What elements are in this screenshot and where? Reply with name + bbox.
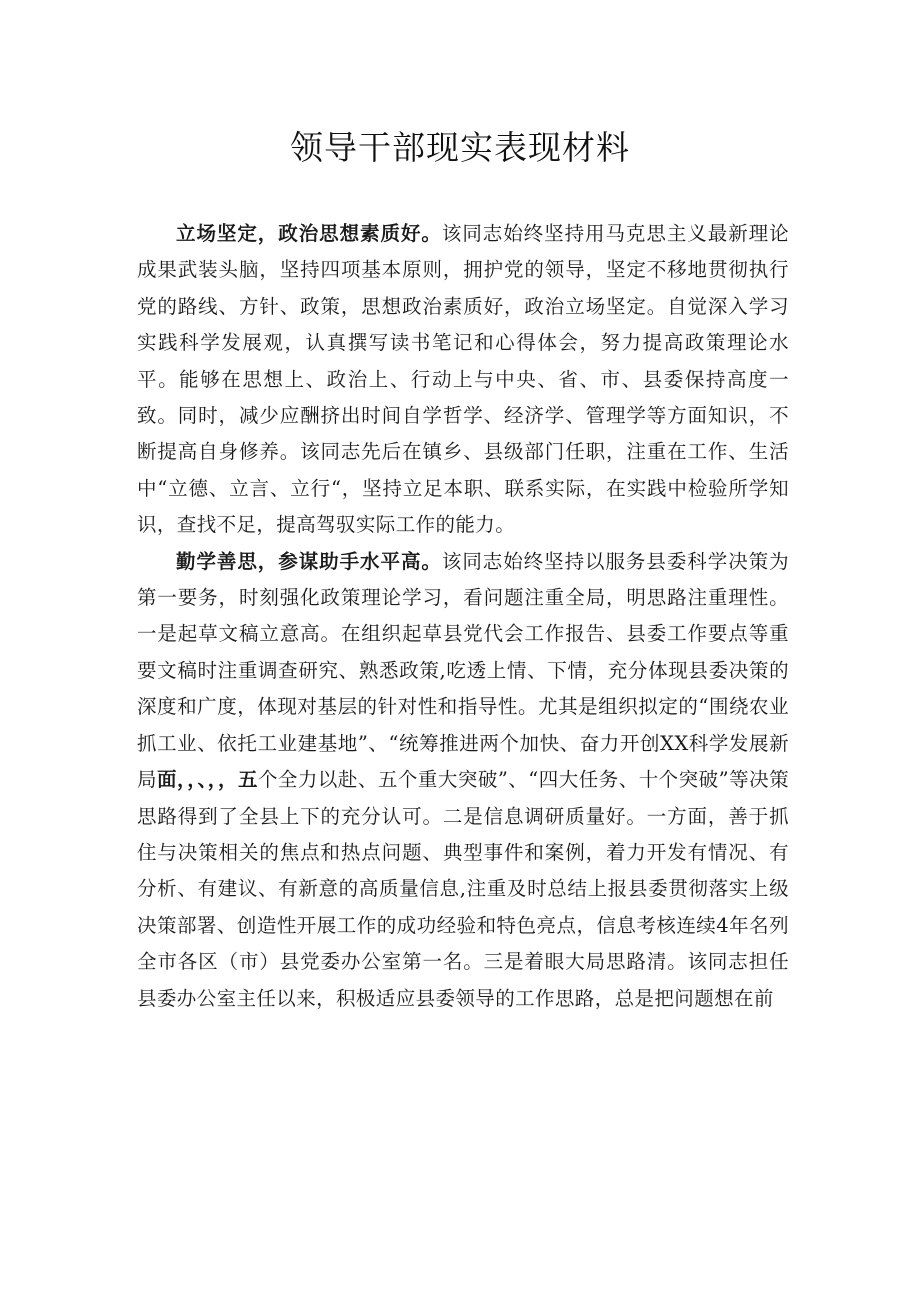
paragraph-heading: 勤学善思，参谋助手水平高。 xyxy=(176,549,442,573)
paragraph-bold-fragment: 面，，、，，五 xyxy=(157,768,258,792)
document-title: 领导干部现实表现材料 xyxy=(290,128,630,167)
paragraph-text-continued: 个全力以赴、五个重大突破”、“四大任务、十个突破”等决策思路得到了全县上下的充分认可。二是信息调研质量好。一方面，善于抓住与决策相关的焦点和热点问题、典型事件和案例，着力开发有情况、有分析、有建议、有新意的高质量信息,注重及时总结上报县委贯彻落实上级决策部署、创造性开展工作的成功经验和特色亮点，信息考核连续4年名列全市各区（市）县党委办公室第一名。三是着眼大局思路清。该同志担任县委办公室主任以来，积极适应县委领导的工作思路，总是把问题想在前 xyxy=(137,768,789,1010)
paragraph-advisory-ability xyxy=(137,544,789,1017)
paragraph-text: 该同志始终坚持以服务县委科学决策为第一要务，时刻强化政策理论学习，看问题注重全局，明思路注重理性。一是起草文稿立意高。在组织起草县党代会工作报告、县委工作要点等重要文稿时注重调查研究、熟悉政策,吃透上情、下情，充分体现县委决策的深度和广度，体现对基层的针对性和指导性。尤其是组织拟定的“围绕农业抓工业、依托工业建基地”、“统筹推进两个加快、奋力开创XX科学发展新局 xyxy=(137,549,789,792)
paragraph-text: 该同志始终坚持用马克思主义最新理论成果武装头脑，坚持四项基本原则，拥护党的领导，坚定不移地贯彻执行党的路线、方针、政策，思想政治素质好，政治立场坚定。自觉深入学习实践科学发展观，认真撰写读书笔记和心得体会，努力提高政策理论水平。能够在思想上、政治上、行动上与中央、省、市、县委保持高度一致。同时，减少应酬挤出时间自学哲学、经济学、管理学等方面知识，不断提高自身修养。该同志先后在镇乡、县级部门任职，注重在工作、生活中“立德、立言、立行“，坚持立足本职、联系实际，在实践中检验所学知识，查找不足，提高驾驭实际工作的能力。 xyxy=(137,222,789,537)
paragraph-political-stance xyxy=(137,216,789,544)
paragraph-heading: 立场坚定，政治思想素质好。 xyxy=(176,222,442,245)
document-body xyxy=(137,216,789,1017)
